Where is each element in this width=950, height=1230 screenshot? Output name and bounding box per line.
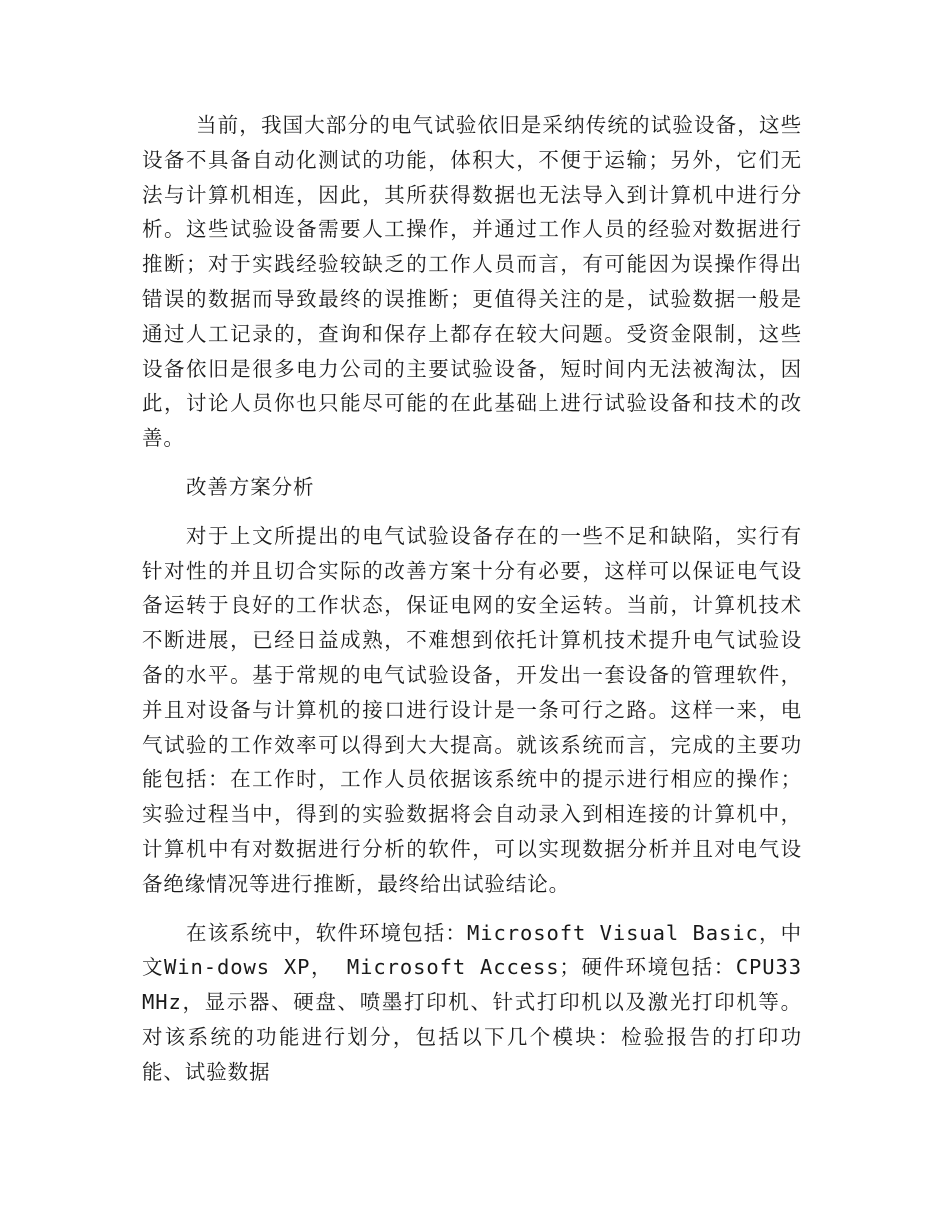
paragraph-improvement-plan: 对于上文所提出的电气试验设备存在的一些不足和缺陷，实行有针对性的并且切合实际的改善方案十分有必要，这样可以保证电气设备运转于良好的工作状态，保证电网的安全运转。当前，计算机技术不断进展，已经日益成熟，不难想到依托计算机技术提升电气试验设备的水平。基于常规的电气试验设备，开发出一套设备的管理软件，并且对设备与计算机的接口进行设计是一条可行之路。这样一来，电气试验的工作效率可以得到大大提高。就该系统而言，完成的主要功能包括：在工作时，工作人员依据该系统中的提示进行相应的操作；实验过程当中，得到的实验数据将会自动录入到相连接的计算机中，计算机中有对数据进行分析的软件，可以实现数据分析并且对电气设备绝缘情况等进行推断，最终给出试验结论。 — [142, 523, 802, 896]
document-body — [142, 108, 802, 1104]
section-heading-improvement-plan: 改善方案分析 — [186, 474, 315, 499]
paragraph-current-equipment: 当前，我国大部分的电气试验依旧是采纳传统的试验设备，这些设备不具备自动化测试的功能，体积大，不便于运输；另外，它们无法与计算机相连，因此，其所获得数据也无法导入到计算机中进行分析。这些试验设备需要人工操作，并通过工作人员的经验对数据进行推断；对于实践经验较缺乏的工作人员而言，有可能因为误操作得出错误的数据而导致最终的误推断；更值得关注的是，试验数据一般是通过人工记录的，查询和保存上都存在较大问题。受资金限制，这些设备依旧是很多电力公司的主要试验设备，短时间内无法被淘汰，因此，讨论人员你也只能尽可能的在此基础上进行试验设备和技术的改善。 — [142, 113, 802, 451]
paragraph-system-environment: 在该系统中，软件环境包括：Microsoft Visual Basic，中文Win-dows XP， Microsoft Access；硬件环境包括：CPU33MHz，显示器、硬盘、喷墨打印机、针式打印机以及激光打印机等。对该系统的功能进行划分，包括以下几个模块：检验报告的打印功能、试验数据 — [142, 920, 802, 1084]
